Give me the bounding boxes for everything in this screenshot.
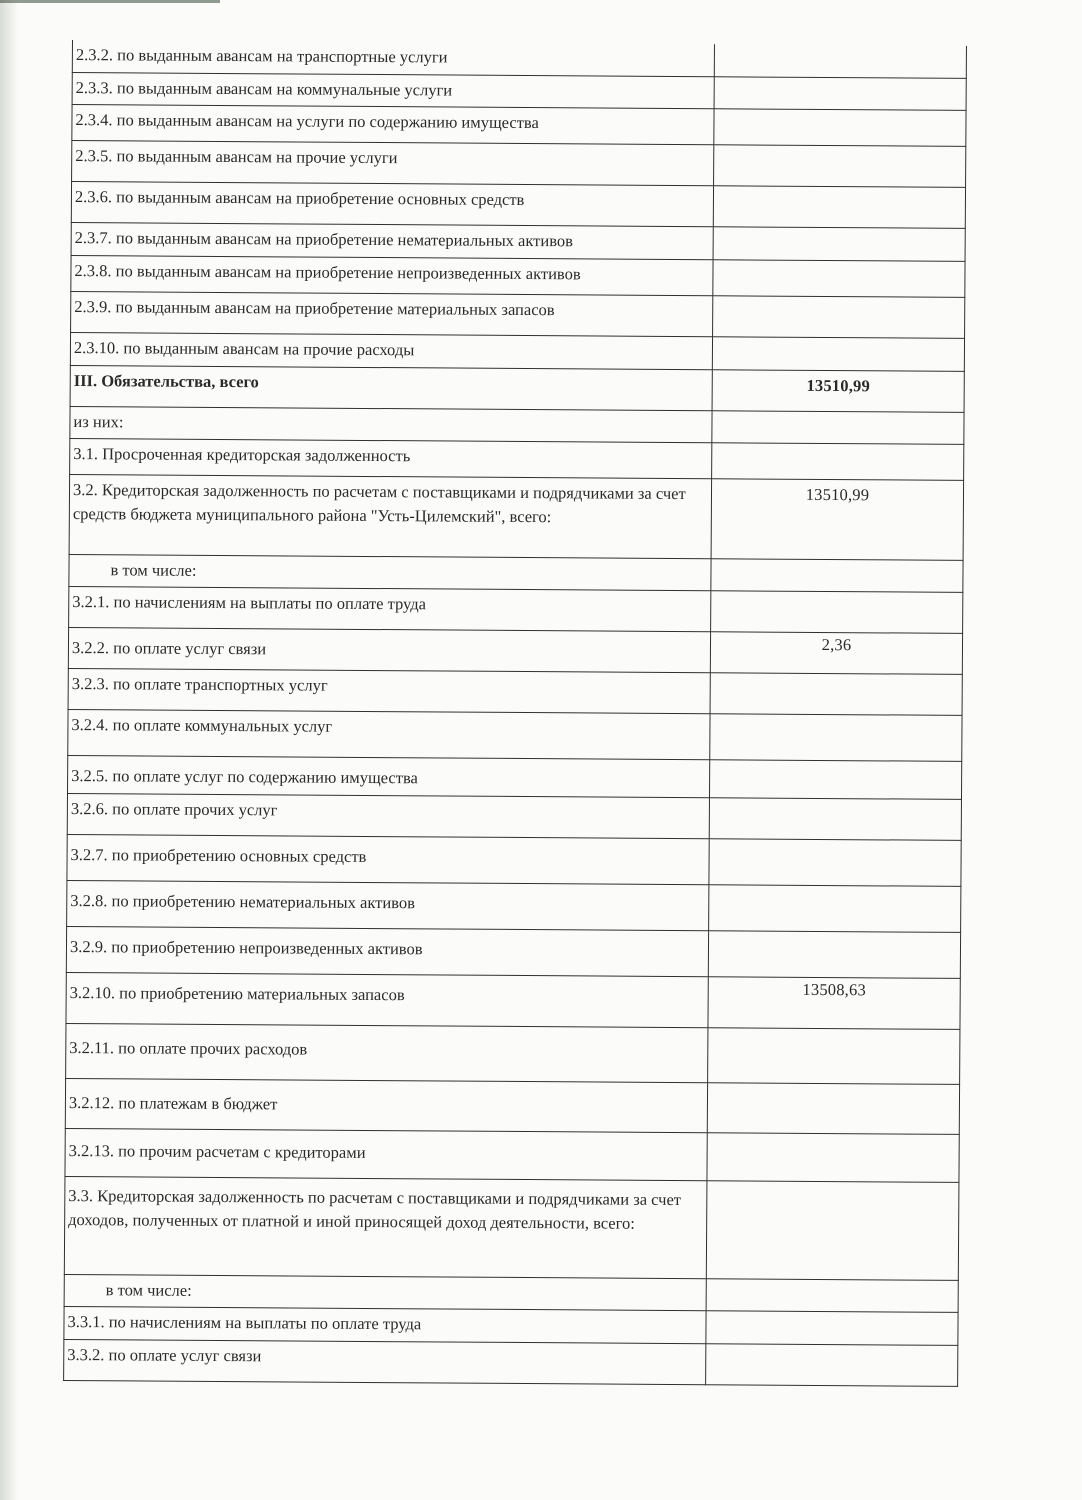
row-value xyxy=(711,591,963,634)
row-label: 3.2.12. по платежам в бюджет xyxy=(65,1078,707,1132)
table-row xyxy=(70,365,964,412)
row-label: 2.3.9. по выданным авансам на приобретение материальных запасов xyxy=(71,291,713,336)
row-value xyxy=(709,839,961,887)
row-label: 3.2.8. по приобретению нематериальных активов xyxy=(67,880,709,930)
row-value xyxy=(706,1344,958,1387)
row-label: 3.2.13. по прочим расчетам с кредиторами xyxy=(65,1128,707,1180)
row-value xyxy=(710,673,962,716)
row-label: 3.2.4. по оплате коммунальных услуг xyxy=(68,709,710,759)
row-label: 3.1. Просроченная кредиторская задолженность xyxy=(70,438,712,478)
row-label: 3.3.2. по оплате услуг связи xyxy=(64,1339,706,1384)
table-row xyxy=(69,474,964,560)
row-value xyxy=(712,337,964,372)
table-row xyxy=(64,1339,958,1386)
table-row xyxy=(71,182,965,229)
row-value xyxy=(712,411,964,445)
row-label: 3.2.7. по приобретению основных средств xyxy=(67,834,709,884)
table-row xyxy=(67,880,961,932)
row-value-total: 13510,99 xyxy=(712,370,964,413)
row-value xyxy=(707,1083,959,1135)
table-row xyxy=(65,1078,959,1134)
table-row xyxy=(68,709,962,761)
row-label-text: в том числе: xyxy=(105,1280,192,1300)
row-value xyxy=(713,227,965,262)
row-value xyxy=(713,260,965,298)
row-label-text: в том числе: xyxy=(110,560,197,580)
row-value xyxy=(706,1311,958,1346)
table-row xyxy=(66,1023,960,1084)
row-value xyxy=(708,1028,960,1085)
row-label: 2.3.4. по выданным авансам на услуги по содержанию имущества xyxy=(72,105,714,145)
row-value xyxy=(714,44,966,78)
table-row xyxy=(68,668,962,715)
row-label: 2.3.10. по выданным авансам на прочие расходы xyxy=(70,332,712,369)
row-label: 3.2.9. по приобретению непроизведенных активов xyxy=(66,926,708,976)
table-row xyxy=(64,1176,959,1280)
row-value xyxy=(714,77,966,111)
row-value xyxy=(714,145,966,188)
table-row xyxy=(66,926,960,978)
row-label: 2.3.2. по выданным авансам на транспортные услуги xyxy=(72,40,714,77)
row-value xyxy=(707,1133,959,1183)
row-value: 2,36 xyxy=(710,632,962,675)
row-label: 3.2.3. по оплате транспортных услуг xyxy=(68,668,710,713)
row-value xyxy=(712,443,964,481)
table-row xyxy=(66,972,960,1029)
row-label: 3.2.2. по оплате услуг связи xyxy=(68,627,710,672)
row-value xyxy=(709,760,961,800)
row-value: 13508,63 xyxy=(708,977,960,1030)
row-label: 3.2.1. по начислениям на выплаты по оплате труда xyxy=(69,586,711,631)
row-label: 2.3.6. по выданным авансам на приобретение основных средств xyxy=(71,182,713,227)
row-value: 13510,99 xyxy=(711,479,964,561)
row-value xyxy=(714,109,966,147)
row-label: 3.2.10. по приобретению материальных запасов xyxy=(66,972,708,1027)
row-value xyxy=(713,186,965,229)
row-label: 3.2. Кредиторская задолженность по расчетам с поставщиками и подрядчиками за счет средств бюджета муниципального района "Усть-Цилемский", всего: xyxy=(69,474,712,558)
row-label: 2.3.8. по выданным авансам на приобретение непроизведенных активов xyxy=(71,255,713,295)
table-row xyxy=(72,105,966,147)
table-row xyxy=(69,586,963,633)
table-row xyxy=(68,755,962,799)
row-value xyxy=(709,885,961,933)
table-row xyxy=(71,255,965,297)
table-row xyxy=(71,291,965,338)
row-label: 2.3.3. по выданным авансам на коммунальные услуги xyxy=(72,73,714,109)
scan-shadow xyxy=(0,0,18,1500)
scan-edge xyxy=(0,0,220,3)
row-value xyxy=(711,559,963,593)
row-label: 3.2.6. по оплате прочих услуг xyxy=(67,793,709,838)
table-row xyxy=(68,627,962,674)
row-value xyxy=(710,714,962,762)
row-label xyxy=(64,1274,706,1310)
row-label: 3.2.5. по оплате услуг по содержанию имущества xyxy=(68,755,710,797)
liabilities-table xyxy=(63,40,967,1387)
row-value xyxy=(706,1279,958,1313)
row-label xyxy=(69,554,711,590)
row-label: 2.3.5. по выданным авансам на прочие услуги xyxy=(72,141,714,186)
document-page xyxy=(63,40,960,1387)
row-label: 2.3.7. по выданным авансам на приобретение нематериальных активов xyxy=(71,222,713,259)
row-label: 3.2.11. по оплате прочих расходов xyxy=(66,1023,708,1082)
row-label: из них: xyxy=(70,406,712,442)
row-label: 3.3.1. по начислениям на выплаты по оплате труда xyxy=(64,1306,706,1343)
row-label: 3.3. Кредиторская задолженность по расчетам с поставщиками и подрядчиками за счет доходов, полученных от платной и иной приносящей доход деятельности, всего: xyxy=(64,1176,707,1278)
table-row xyxy=(67,793,961,840)
table-row xyxy=(70,438,964,480)
row-label-total: III. Обязательства, всего xyxy=(70,365,712,410)
row-value xyxy=(713,296,965,339)
table-row xyxy=(72,141,966,188)
row-value xyxy=(706,1181,959,1281)
table-row xyxy=(65,1128,959,1182)
table-row xyxy=(67,834,961,886)
row-value xyxy=(709,798,961,841)
row-value xyxy=(708,931,960,979)
